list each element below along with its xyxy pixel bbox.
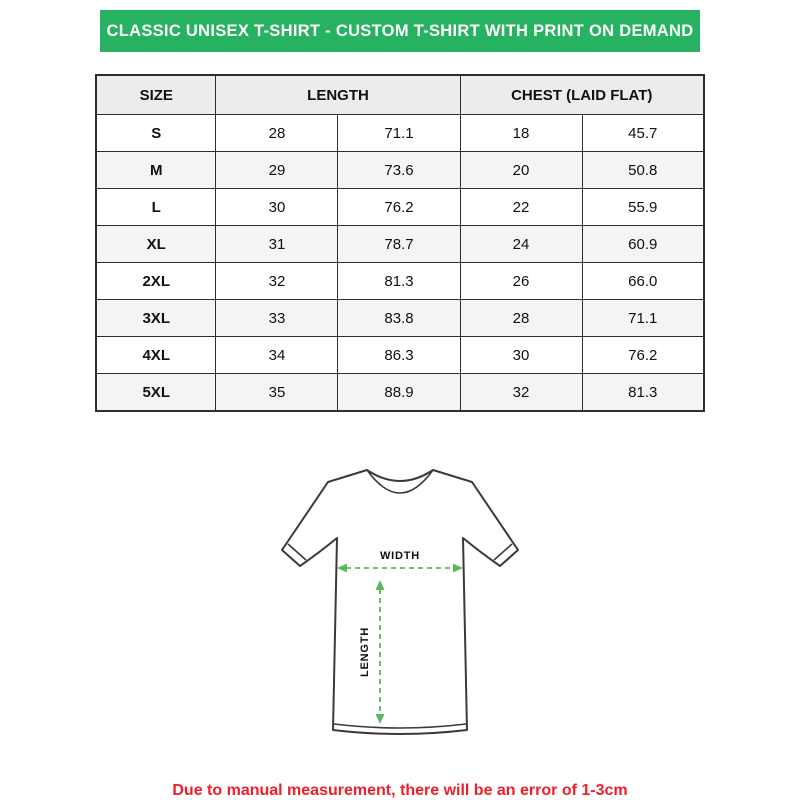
table-row <box>96 374 704 412</box>
cell-chest-cm: 60.9 <box>582 226 704 263</box>
cell-chest-in: 24 <box>460 226 582 263</box>
cell-chest-in: 30 <box>460 337 582 374</box>
cell-chest-cm: 66.0 <box>582 263 704 300</box>
cell-size: XL <box>96 226 216 263</box>
cell-length-cm: 81.3 <box>338 263 460 300</box>
cell-length-in: 31 <box>216 226 338 263</box>
cell-length-in: 33 <box>216 300 338 337</box>
tshirt-drawing <box>240 448 560 760</box>
banner-title: CLASSIC UNISEX T-SHIRT - CUSTOM T-SHIRT WITH PRINT ON DEMAND <box>106 21 694 40</box>
cell-size: S <box>96 115 216 152</box>
cell-size: 4XL <box>96 337 216 374</box>
table-row <box>96 226 704 263</box>
cell-size: 5XL <box>96 374 216 412</box>
table-row <box>96 337 704 374</box>
cell-size: 2XL <box>96 263 216 300</box>
cell-chest-in: 32 <box>460 374 582 412</box>
cell-size: M <box>96 152 216 189</box>
cell-chest-in: 18 <box>460 115 582 152</box>
cell-length-cm: 88.9 <box>338 374 460 412</box>
cell-chest-in: 26 <box>460 263 582 300</box>
cell-chest-in: 20 <box>460 152 582 189</box>
cell-chest-cm: 55.9 <box>582 189 704 226</box>
cell-chest-cm: 45.7 <box>582 115 704 152</box>
length-label: LENGTH <box>359 626 371 678</box>
cell-chest-cm: 76.2 <box>582 337 704 374</box>
cell-length-in: 28 <box>216 115 338 152</box>
table-header <box>96 75 704 115</box>
measurement-note: Due to manual measurement, there will be an error of 1-3cm <box>172 782 628 799</box>
cell-size: L <box>96 189 216 226</box>
size-chart-table <box>95 74 705 412</box>
cell-length-cm: 86.3 <box>338 337 460 374</box>
header-size: SIZE <box>96 75 216 115</box>
cell-size: 3XL <box>96 300 216 337</box>
cell-length-cm: 71.1 <box>338 115 460 152</box>
cell-length-in: 30 <box>216 189 338 226</box>
cell-length-in: 35 <box>216 374 338 412</box>
banner <box>100 10 700 52</box>
size-table-body <box>96 115 704 412</box>
cell-chest-in: 22 <box>460 189 582 226</box>
cell-chest-in: 28 <box>460 300 582 337</box>
cell-length-in: 29 <box>216 152 338 189</box>
cell-length-cm: 73.6 <box>338 152 460 189</box>
table-row <box>96 115 704 152</box>
width-label: WIDTH <box>379 550 421 562</box>
cell-length-in: 34 <box>216 337 338 374</box>
cell-chest-cm: 50.8 <box>582 152 704 189</box>
header-row <box>96 75 704 115</box>
cell-length-cm: 76.2 <box>338 189 460 226</box>
cell-chest-cm: 71.1 <box>582 300 704 337</box>
table-row <box>96 263 704 300</box>
tshirt-outline <box>282 470 518 734</box>
header-length: LENGTH <box>216 75 460 115</box>
cell-length-cm: 78.7 <box>338 226 460 263</box>
cell-length-in: 32 <box>216 263 338 300</box>
tshirt-diagram <box>240 448 560 760</box>
table-row <box>96 189 704 226</box>
cell-length-cm: 83.8 <box>338 300 460 337</box>
table-row <box>96 152 704 189</box>
table-row <box>96 300 704 337</box>
header-chest: CHEST (LAID FLAT) <box>460 75 704 115</box>
cell-chest-cm: 81.3 <box>582 374 704 412</box>
